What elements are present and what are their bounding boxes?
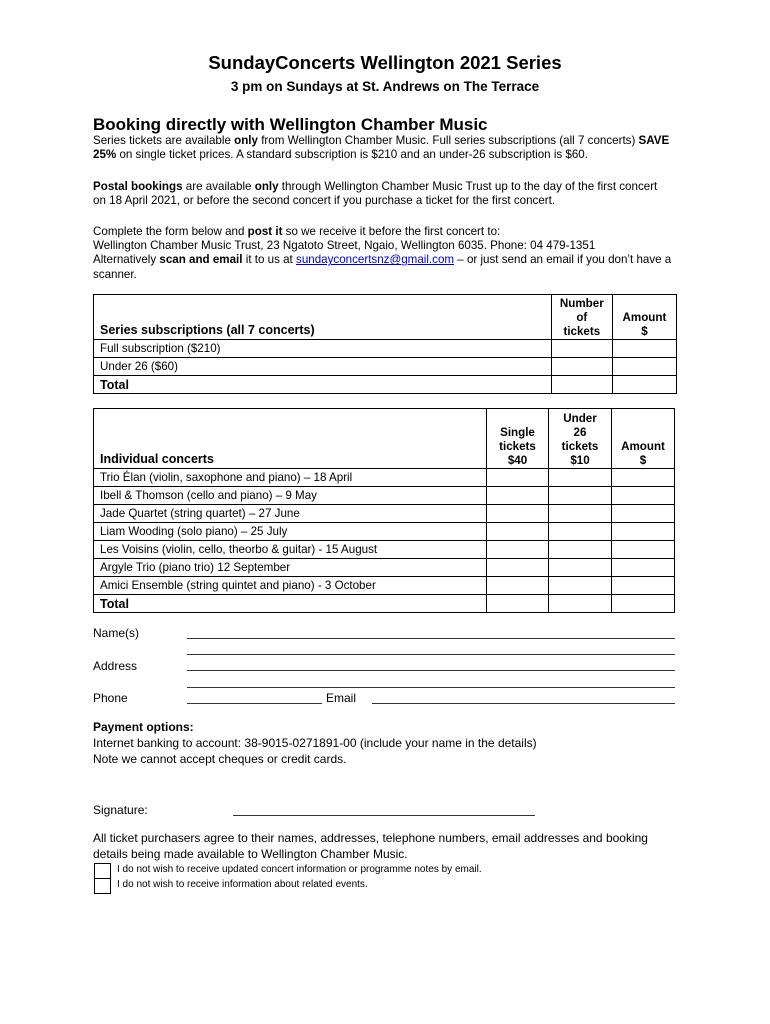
series-total-label: Total [94,376,552,394]
opt-out-email-label: I do not wish to receive updated concert information or programme notes by email. [117,864,482,875]
series-header: Series subscriptions (all 7 concerts) [94,295,552,340]
single-cell[interactable] [487,505,549,523]
opt-out-email-checkbox[interactable] [94,863,111,879]
amount-cell[interactable] [612,505,675,523]
table-row [94,541,675,559]
table-row [94,523,675,541]
under26-total-cell[interactable] [549,595,612,613]
single-tickets-header: Single tickets $40 [487,409,549,469]
single-total-cell[interactable] [487,595,549,613]
table-row [94,505,675,523]
opt-out-events-checkbox[interactable] [94,878,111,894]
single-cell[interactable] [487,541,549,559]
under26-cell[interactable] [549,559,612,577]
table-row [94,340,677,358]
amount-cell[interactable] [612,541,675,559]
single-cell[interactable] [487,523,549,541]
concerts-amount-header: Amount $ [612,409,675,469]
phone-label: Phone [93,691,128,705]
under26-tickets-header: Under 26 tickets $10 [549,409,612,469]
table-row [94,487,675,505]
phone-field-line[interactable] [187,703,322,704]
consent-text: All ticket purchasers agree to their names, addresses, telephone numbers, email addresses and booking details being made available to Wellington Chamber Music. [93,831,648,861]
table-row [94,469,675,487]
single-cell[interactable] [487,469,549,487]
names-field-line-1[interactable] [187,638,675,639]
booking-paragraph-1: Series tickets are available only from Wellington Chamber Music. Full series subscriptions (all 7 concerts) SAVE 25% on single ticket prices. A standard subscription is $210 and an under-26 subscription is $60. [93,134,670,162]
under26-cell[interactable] [549,523,612,541]
under26-cell[interactable] [549,541,612,559]
series-amount-cell[interactable] [612,340,676,358]
under26-cell[interactable] [549,487,612,505]
series-amount-header: Amount $ [612,295,676,340]
table-row [94,358,677,376]
amount-cell[interactable] [612,559,675,577]
under26-cell[interactable] [549,577,612,595]
single-cell[interactable] [487,487,549,505]
concerts-total-label: Total [94,595,487,613]
series-number-cell[interactable] [551,340,612,358]
series-subscriptions-table [93,294,677,394]
series-number-header: Number of tickets [551,295,612,340]
series-row-label: Full subscription ($210) [94,340,552,358]
email-link[interactable]: sundayconcertsnz@gmail.com [296,253,455,267]
series-row-label: Under 26 ($60) [94,358,552,376]
individual-concerts-table [93,408,675,613]
signature-label: Signature: [93,803,148,817]
email-field-line[interactable] [372,703,675,704]
booking-heading: Booking directly with Wellington Chamber Music [93,115,488,134]
payment-note: Note we cannot accept cheques or credit cards. [93,752,347,766]
concert-row-label: Amici Ensemble (string quintet and piano) - 3 October [94,577,487,595]
series-total-number-cell[interactable] [551,376,612,394]
address-label: Address [93,659,138,673]
concert-row-label: Argyle Trio (piano trio) 12 September [94,559,487,577]
address-field-line-2[interactable] [187,687,675,688]
payment-bank-line: Internet banking to account: 38-9015-0271891-00 (include your name in the details) [93,736,537,750]
concert-row-label: Liam Wooding (solo piano) – 25 July [94,523,487,541]
opt-out-events-label: I do not wish to receive information about related events. [117,879,368,890]
amount-cell[interactable] [612,469,675,487]
series-number-cell[interactable] [551,358,612,376]
amount-cell[interactable] [612,577,675,595]
table-row [94,376,677,394]
concert-row-label: Ibell & Thomson (cello and piano) – 9 May [94,487,487,505]
single-cell[interactable] [487,559,549,577]
address-field-line-1[interactable] [187,670,675,671]
table-row [94,577,675,595]
concert-row-label: Les Voisins (violin, cello, theorbo & guitar) - 15 August [94,541,487,559]
names-field-line-2[interactable] [187,654,675,655]
concerts-header: Individual concerts [94,409,487,469]
amount-cell[interactable] [612,523,675,541]
under26-cell[interactable] [549,505,612,523]
booking-paragraph-2: Postal bookings are available only through Wellington Chamber Music Trust up to the day of the first concert on 18 April 2021, or before the second concert if you purchase a ticket for the first concert. [93,180,658,208]
payment-heading: Payment options: [93,720,194,734]
signature-field-line[interactable] [233,815,535,816]
page-title: SundayConcerts Wellington 2021 Series [208,52,562,73]
concert-row-label: Jade Quartet (string quartet) – 27 June [94,505,487,523]
under26-cell[interactable] [549,469,612,487]
single-cell[interactable] [487,577,549,595]
booking-paragraph-3: Complete the form below and post it so we receive it before the first concert to: Wellington Chamber Music Trust, 23 Ngatoto Street, Ngaio, Wellington 6035. Phone: 04 479-1351 Alternatively scan and email it to us at sundayconcertsnz@gmail.com – or just send an email if you don’t have a scanner. [93,225,672,281]
series-amount-cell[interactable] [612,358,676,376]
table-row [94,595,675,613]
series-total-amount-cell[interactable] [612,376,676,394]
names-label: Name(s) [93,626,140,640]
page-subtitle: 3 pm on Sundays at St. Andrews on The Terrace [230,79,540,94]
concert-row-label: Trio Élan (violin, saxophone and piano) – 18 April [94,469,487,487]
email-label: Email [326,691,357,705]
amount-total-cell[interactable] [612,595,675,613]
table-row [94,559,675,577]
amount-cell[interactable] [612,487,675,505]
